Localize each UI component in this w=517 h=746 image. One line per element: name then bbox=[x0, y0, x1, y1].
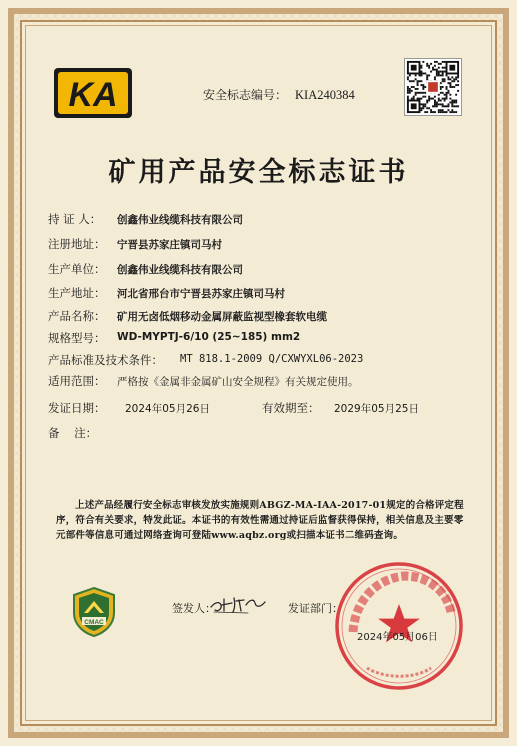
certificate-statement: 上述产品经履行安全标志审核发放实施规则ABGZ-MA-IAA-2017-01规定的合格评定程序，符合有关要求，特发此证。本证书的有效性需通过持证后监督获得保持，相关信息及主要零元部件等信息可通过网络查询可登陆www.aqbz.org或扫描本证书二维码查询。 bbox=[56, 500, 464, 541]
prod-address-field bbox=[48, 285, 285, 301]
ka-logo-text: KA bbox=[68, 76, 118, 114]
standard-label: 产品标准及技术条件： bbox=[48, 353, 163, 367]
cert-number-value: KIA240384 bbox=[295, 88, 355, 102]
valid-until-field bbox=[262, 400, 419, 416]
signature-icon bbox=[208, 593, 268, 615]
certificate-title: 矿用产品安全标志证书 bbox=[108, 157, 409, 188]
ka-logo-icon bbox=[54, 68, 132, 118]
manufacturer-field bbox=[48, 261, 243, 277]
model-field bbox=[48, 330, 301, 346]
standard-value: MT 818.1-2009 Q/CXWYXL06-2023 bbox=[180, 353, 364, 365]
cmac-logo-icon bbox=[72, 587, 116, 637]
issue-date-field bbox=[48, 400, 210, 416]
valid-until-label: 有效期至： bbox=[262, 401, 320, 415]
scope-label: 适用范围： bbox=[48, 374, 106, 388]
issue-date-label: 发证日期： bbox=[48, 401, 106, 415]
standard-field bbox=[48, 352, 364, 368]
reg-address-label: 注册地址： bbox=[48, 237, 106, 251]
stamp-date: 2024年05月06日 bbox=[357, 632, 438, 643]
holder-label: 持 证 人： bbox=[48, 212, 102, 226]
manufacturer-label: 生产单位： bbox=[48, 262, 106, 276]
cert-number-row bbox=[203, 86, 355, 103]
official-seal-icon bbox=[333, 560, 465, 692]
cert-number-label: 安全标志编号： bbox=[203, 88, 288, 102]
issuer-label: 发证部门： bbox=[288, 602, 343, 615]
qr-code-icon[interactable] bbox=[404, 58, 462, 116]
manufacturer-value: 创鑫伟业线缆科技有限公司 bbox=[117, 264, 243, 276]
valid-until-value: 2029年05月25日 bbox=[334, 403, 419, 415]
product-name-field bbox=[48, 308, 327, 324]
prod-address-label: 生产地址： bbox=[48, 286, 106, 300]
reg-address-field bbox=[48, 236, 222, 252]
scope-value: 严格按《金属非金属矿山安全规程》有关规定使用。 bbox=[117, 376, 359, 388]
signer-label: 签发人： bbox=[172, 602, 216, 615]
scope-field bbox=[48, 373, 359, 389]
model-label: 规格型号： bbox=[48, 331, 106, 345]
model-value: WD-MYPTJ-6/10 (25~185) mm2 bbox=[117, 331, 301, 343]
remark-label: 备 注： bbox=[48, 426, 98, 440]
prod-address-value: 河北省邢台市宁晋县苏家庄镇司马村 bbox=[117, 288, 285, 300]
product-name-value: 矿用无卤低烟移动金属屏蔽监视型橡套软电缆 bbox=[117, 311, 327, 323]
issue-date-value: 2024年05月26日 bbox=[125, 403, 210, 415]
remark-field bbox=[48, 425, 97, 441]
reg-address-value: 宁晋县苏家庄镇司马村 bbox=[117, 239, 222, 251]
holder-field bbox=[48, 211, 243, 227]
holder-value: 创鑫伟业线缆科技有限公司 bbox=[117, 214, 243, 226]
cmac-logo-text: CMAC bbox=[84, 619, 104, 626]
product-name-label: 产品名称： bbox=[48, 309, 106, 323]
